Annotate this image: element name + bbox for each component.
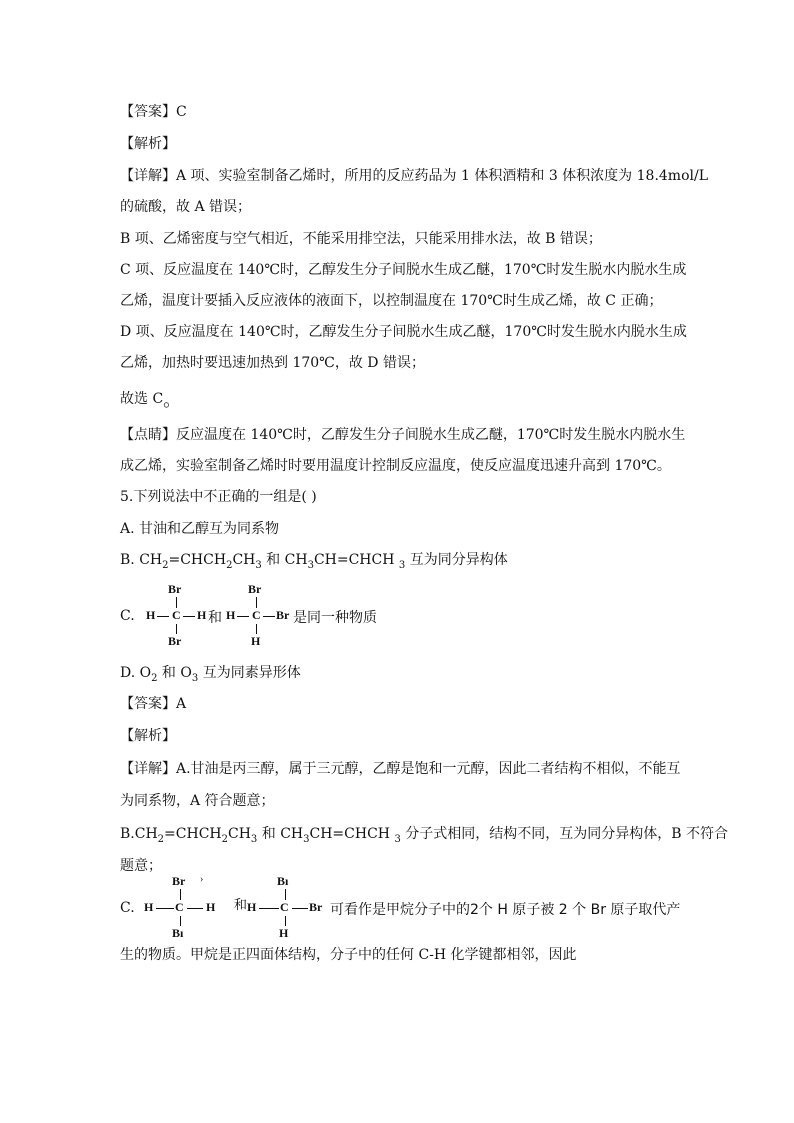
point-line-2: 成乙烯，实验室制备乙烯时时要用温度计控制反应温度，使反应温度迅速升高到 170℃。 (120, 458, 671, 474)
question-5-stem: 5.下列说法中不正确的一组是( ) (120, 489, 317, 505)
s1-c: C (172, 608, 181, 622)
q5s2-br-top: Bı (277, 874, 289, 888)
q5-detail-line-2: 为同系物，A 符合题意； (120, 793, 275, 809)
optb-sub-3: 3 (255, 560, 262, 571)
option-d-explanation-2: 乙烯，加热时要迅速加热到 170℃，故 D 错误； (120, 355, 425, 371)
option-b-explanation: B 项、乙烯密度与空气相近，不能采用排空法，只能采用排水法，故 B 错误； (120, 231, 602, 247)
q5s2-h-left: H (247, 900, 257, 914)
q5-detail-line-1: 【详解】A.甘油是丙三醇，属于三元醇，乙醇是饱和一元醇，因此二者结构不相似，不能互 (120, 761, 681, 777)
q5-c-label: C. (120, 900, 135, 916)
q5s1-dot: › (200, 874, 204, 885)
analysis-label: 【解析】 (120, 136, 176, 152)
q5b-text-3: CH (228, 826, 251, 842)
q5-c-structures (140, 874, 681, 940)
option-c-suffix: 是同一种物质 (293, 610, 377, 626)
q5s1-c: C (175, 900, 184, 914)
choose-text: 故选 C (120, 391, 164, 407)
s1-bond-top (176, 597, 177, 608)
s2-bond-left (237, 616, 249, 617)
optb-text-4: 和 CH (261, 552, 308, 568)
optb-text-5: CH=CHCH (313, 552, 399, 568)
q5b-text-5: CH=CHCH (309, 826, 395, 842)
s1-br-top: Br (168, 582, 182, 596)
q5-c-explanation-2: 生的物质。甲烷是正四面体结构，分子中的任何 C-H 化学键都相邻，因此 (120, 947, 577, 963)
choose-line (120, 388, 181, 409)
q5s2-h-bottom: H (279, 926, 289, 940)
optd-sub-1: 2 (151, 673, 158, 684)
q5-b-explanation-2: 题意； (120, 858, 162, 874)
optb-sub-5: 3 (398, 560, 406, 571)
q5b-sub-1: 2 (157, 834, 165, 845)
q5s1-br-bottom: Bı (172, 926, 184, 940)
s2-br-right: Br (276, 608, 290, 622)
option-c-and: 和 (208, 610, 222, 626)
optd-text-3: 互为同素异形体 (198, 665, 301, 681)
question-5-option-c-label: C. (120, 608, 135, 624)
q5s1-bond-right (187, 908, 203, 909)
choose-mark: 。 (163, 390, 182, 411)
q5s2-bond-bottom (285, 916, 286, 926)
optb-text-1: B. CH (120, 552, 163, 568)
optb-sub-1: 2 (162, 560, 169, 571)
question-5-option-b (120, 550, 508, 572)
s1-h-left: H (146, 608, 156, 622)
optb-sub-4: 3 (307, 560, 314, 571)
q5s2-bond-left (259, 908, 279, 909)
optb-text-3: CH (232, 552, 256, 568)
q5b-sub-3: 3 (250, 834, 258, 845)
s1-br-bottom: Br (168, 634, 182, 648)
s2-bond-top (256, 597, 257, 608)
s2-h-left: H (226, 608, 236, 622)
q5s2-br-right: Br (309, 900, 323, 914)
q5b-sub-4: 3 (303, 834, 310, 845)
q5-analysis-label: 【解析】 (120, 728, 176, 744)
q5s1-bond-top (180, 889, 181, 900)
q5-answer-label: 【答案】A (120, 696, 187, 712)
q5b-text-2: =CHCH (164, 826, 222, 842)
q5-c-and: 和 (234, 898, 248, 913)
s1-bond-left (157, 616, 169, 617)
q5b-text-4: 和 CH (257, 826, 304, 842)
optd-sub-2: 3 (191, 673, 199, 684)
detail-line-2: 的硫酸，故 A 错误； (120, 199, 252, 215)
answer-label: 【答案】C (120, 104, 187, 120)
q5s2-c: C (280, 900, 289, 914)
detail-line-1: 【详解】A 项、实验室制备乙烯时，所用的反应药品为 1 体积酒精和 3 体积浓度为 18.4mol/L (120, 168, 708, 184)
s2-h-bottom: H (251, 634, 261, 648)
q5s1-br-top: Br (172, 874, 186, 888)
s2-br-top: Br (248, 582, 262, 596)
point-line-1: 【点睛】反应温度在 140℃时，乙醇发生分子间脱水生成乙醚，170℃时发生脱水内脱水生 (120, 427, 686, 443)
s1-h-right: H (197, 608, 207, 622)
option-d-explanation-1: D 项、反应温度在 140℃时，乙醇发生分子间脱水生成乙醚，170℃时发生脱水内脱水生成 (120, 324, 687, 340)
optd-text-2: 和 O (157, 665, 192, 681)
question-5-option-d (120, 663, 301, 685)
optb-sub-2: 2 (226, 560, 233, 571)
q5b-sub-5: 3 (394, 834, 401, 845)
option-c-explanation-2: 乙烯，温度计要插入反应液体的液面下，以控制温度在 170℃时生成乙烯，故 C 正确； (120, 293, 663, 309)
s2-c: C (252, 608, 261, 622)
q5-c-suffix: 可看作是甲烷分子中的2个 H 原子被 2 个 Br 原子取代产 (330, 902, 681, 918)
q5b-text-6: 分子式相同，结构不同，互为同分异构体，B 不符合 (400, 826, 729, 842)
q5s1-h-right: H (206, 900, 216, 914)
s2-bond-bottom (256, 624, 257, 634)
q5-b-explanation (120, 824, 728, 846)
s1-bond-right (183, 616, 195, 617)
q5b-sub-2: 2 (221, 834, 228, 845)
q5s1-h-left: H (144, 900, 154, 914)
q5s1-bond-bottom (180, 916, 181, 926)
question-5-option-a: A. 甘油和乙醇互为同系物 (120, 521, 280, 537)
q5s2-bond-top (285, 889, 286, 900)
q5s1-bond-left (156, 908, 174, 909)
optb-text-2: =CHCH (168, 552, 227, 568)
s2-bond-right (263, 616, 275, 617)
optb-text-6: 互为同分异构体 (405, 552, 508, 568)
option-c-structures (140, 582, 410, 652)
q5s2-bond-right (292, 908, 308, 909)
s1-bond-bottom (176, 624, 177, 634)
option-c-explanation-1: C 项、反应温度在 140℃时，乙醇发生分子间脱水生成乙醚，170℃时发生脱水内脱水生成 (120, 262, 687, 278)
q5b-text-1: B.CH (120, 826, 158, 842)
optd-text-1: D. O (120, 665, 152, 681)
